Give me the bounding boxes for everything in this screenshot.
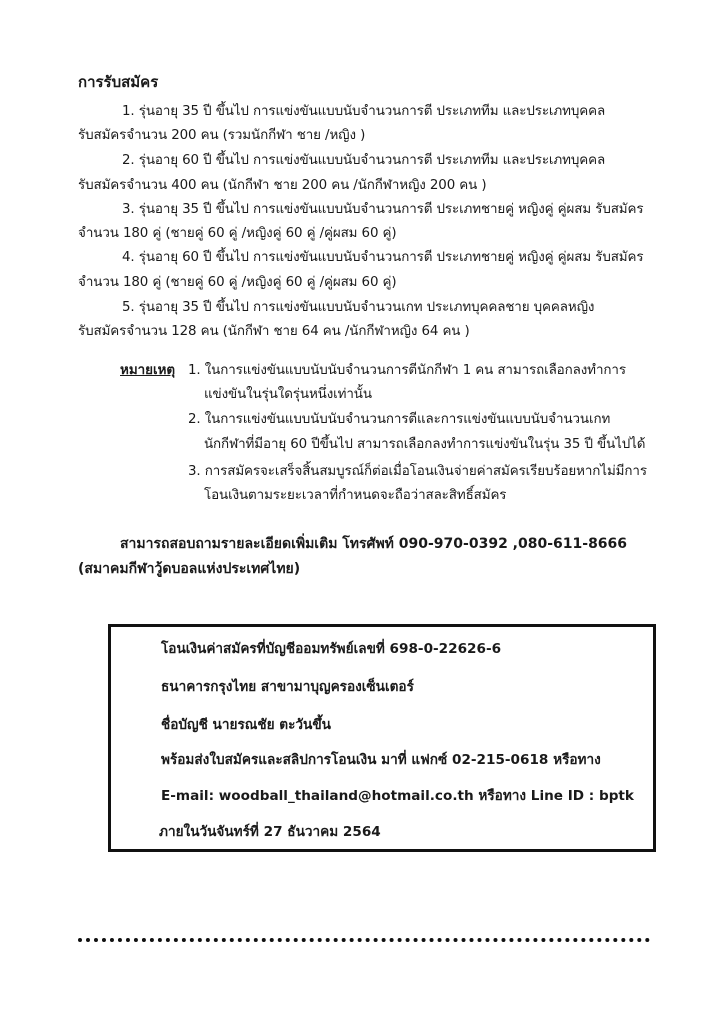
item-2-line-1: 2. รุ่นอายุ 60 ปี ขึ้นไป การแข่งขันแบบนับจำนวนการตี ประเภททีม และประเภทบุคคล	[122, 153, 606, 168]
note-2-line-2: นักกีฬาที่มีอายุ 60 ปีขึ้นไป สามารถเลือกลงทำการแข่งขันในรุ่น 35 ปี ขึ้นไปได้	[204, 437, 646, 452]
payment-account-name: ชื่อบัญชี นายรณชัย ตะวันขึ้น	[161, 717, 331, 733]
note-2-line-1: 2. ในการแข่งขันแบบนับนับจำนวนการตีและการแข่งขันแบบนับจำนวนเกท	[188, 412, 611, 427]
note-1-line-2: แข่งขันในรุ่นใดรุ่นหนึ่งเท่านั้น	[204, 387, 372, 402]
item-2-line-2: รับสมัครจำนวน 400 คน (นักกีฬา ชาย 200 คน /นักกีฬาหญิง 200 คน )	[78, 178, 487, 193]
item-5-line-1: 5. รุ่นอายุ 35 ปี ขึ้นไป การแข่งขันแบบนับจำนวนเกท ประเภทบุคคลชาย บุคคลหญิง	[122, 300, 595, 315]
notes-label: หมายเหตุ	[120, 363, 176, 378]
section-heading: การรับสมัคร	[78, 73, 159, 91]
dotted-separator	[78, 938, 650, 942]
item-4-line-1: 4. รุ่นอายุ 60 ปี ขึ้นไป การแข่งขันแบบนับจำนวนการตี ประเภทชายคู่ หญิงคู่ คู่ผสม รับสมัคร	[122, 250, 644, 265]
payment-send-documents: พร้อมส่งใบสมัครและสลิปการโอนเงิน มาที่ แฟกซ์ 02-215-0618 หรือทาง	[161, 752, 601, 768]
payment-bank-branch: ธนาคารกรุงไทย สาขามาบุญครองเซ็นเตอร์	[161, 679, 414, 695]
payment-email-line: E-mail: woodball_thailand@hotmail.co.th หรือทาง Line ID : bptk	[161, 788, 634, 804]
note-3-line-1: 3. การสมัครจะเสร็จสิ้นสมบูรณ์ก็ต่อเมื่อโอนเงินจ่ายค่าสมัครเรียบร้อยหากไม่มีการ	[188, 464, 647, 479]
payment-account-number: โอนเงินค่าสมัครที่บัญชีออมทรัพย์เลขที่ 698-0-22626-6	[161, 641, 502, 657]
contact-phone-line: สามารถสอบถามรายละเอียดเพิ่มเติม โทรศัพท์ 090-970-0392 ,080-611-8666	[120, 536, 628, 552]
item-3-line-2: จำนวน 180 คู่ (ชายคู่ 60 คู่ /หญิงคู่ 60 คู่ /คู่ผสม 60 คู่)	[78, 226, 397, 241]
item-5-line-2: รับสมัครจำนวน 128 คน (นักกีฬา ชาย 64 คน /นักกีฬาหญิง 64 คน )	[78, 324, 470, 339]
contact-association: (สมาคมกีฬาวู้ดบอลแห่งประเทศไทย)	[78, 561, 301, 577]
payment-info-box	[108, 624, 656, 852]
item-1-line-2: รับสมัครจำนวน 200 คน (รวมนักกีฬา ชาย /หญิง )	[78, 128, 366, 143]
item-4-line-2: จำนวน 180 คู่ (ชายคู่ 60 คู่ /หญิงคู่ 60 คู่ /คู่ผสม 60 คู่)	[78, 275, 397, 290]
note-1-line-1: 1. ในการแข่งขันแบบนับนับจำนวนการตีนักกีฬา 1 คน สามารถเลือกลงทำการ	[188, 363, 626, 378]
payment-deadline: ภายในวันจันทร์ที่ 27 ธันวาคม 2564	[159, 824, 381, 840]
item-1-line-1: 1. รุ่นอายุ 35 ปี ขึ้นไป การแข่งขันแบบนับจำนวนการตี ประเภททีม และประเภทบุคคล	[122, 104, 606, 119]
note-3-line-2: โอนเงินตามระยะเวลาที่กำหนดจะถือว่าสละสิทธิ์สมัคร	[204, 488, 507, 503]
item-3-line-1: 3. รุ่นอายุ 35 ปี ขึ้นไป การแข่งขันแบบนับจำนวนการตี ประเภทชายคู่ หญิงคู่ คู่ผสม รับสมัคร	[122, 202, 644, 217]
